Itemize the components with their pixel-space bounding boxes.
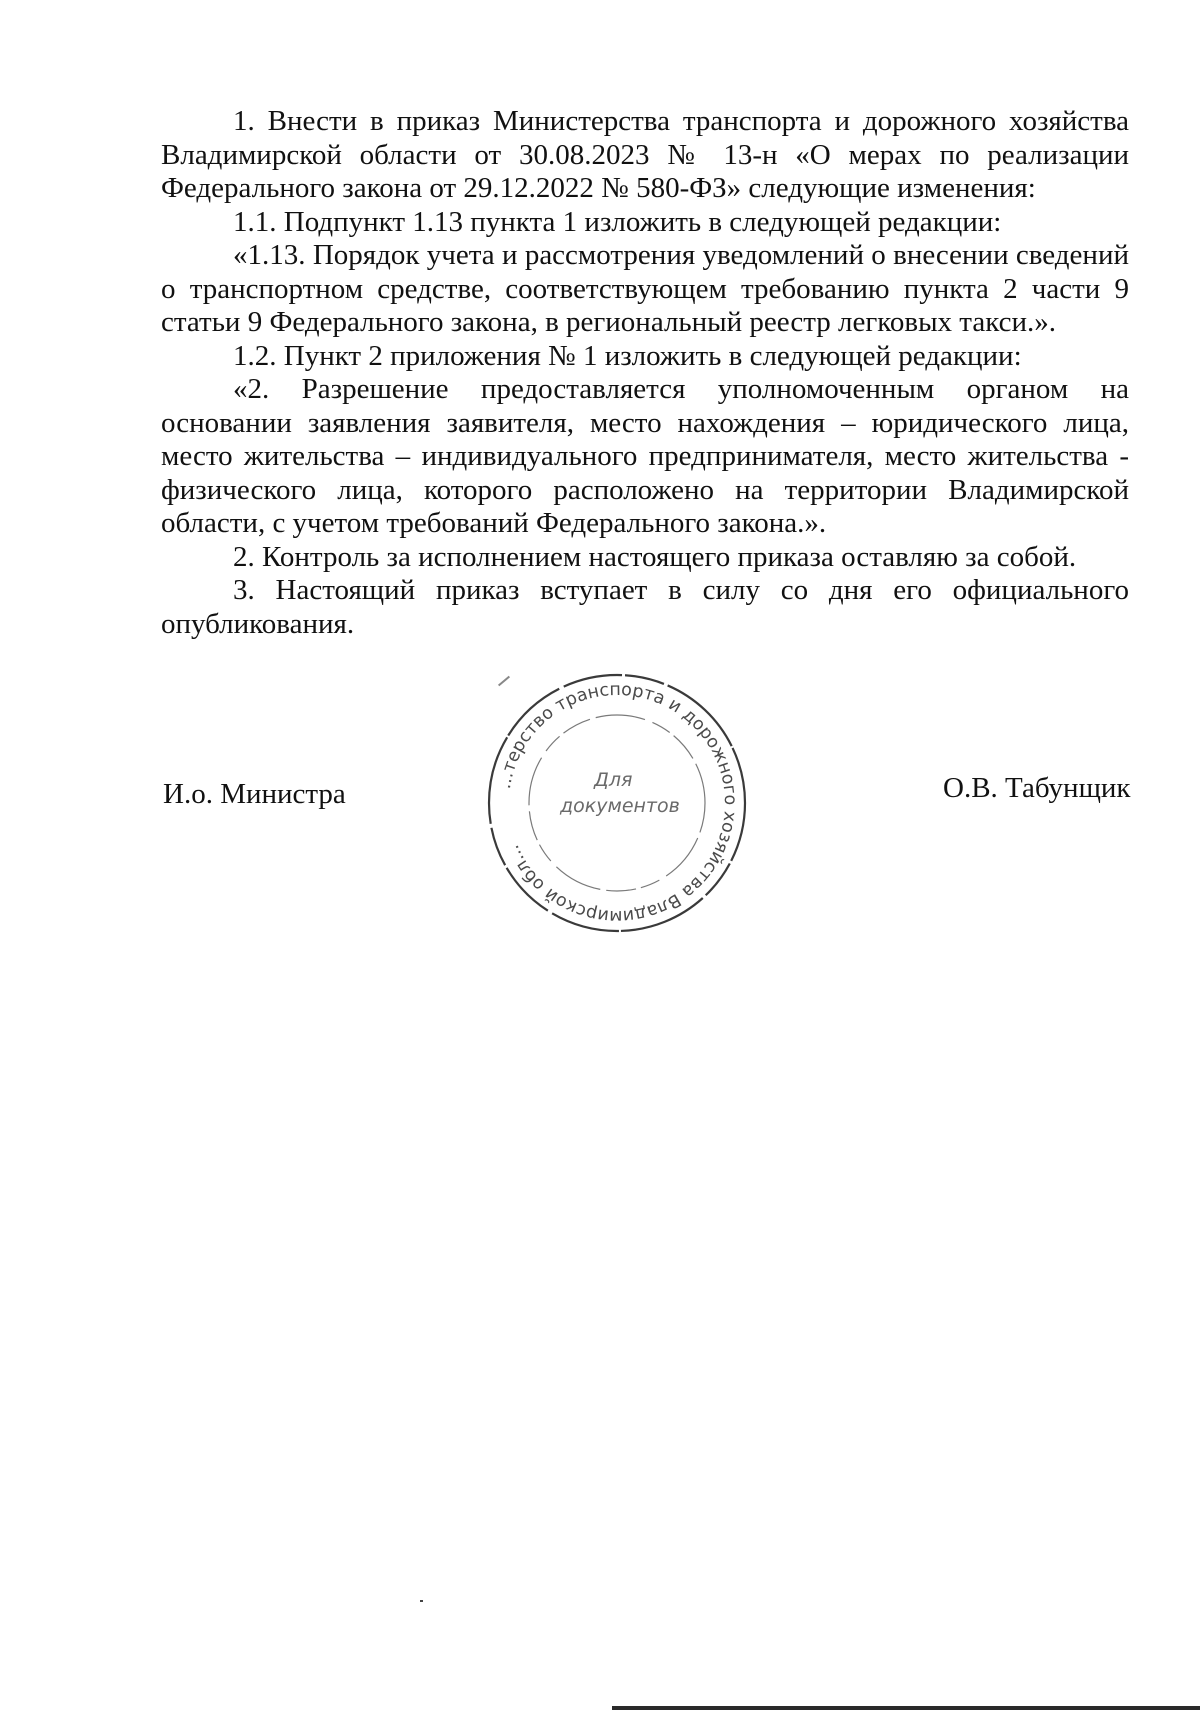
signatory-name: О.В. Табунщик xyxy=(943,772,1131,804)
seal-ring-text: ...терство транспорта и дорожного хозяйства Владимирской обл... xyxy=(494,679,741,927)
paragraph-2-text: «2. Разрешение предоставляется уполномоченным органом на основании заявления заявителя, место нахождения – юридического лица, место жительства – индивидуального предпринимателя, место жительства - физического лица, которого расположено на территории Владимирской области, с учетом требований Федерального закона.». xyxy=(161,373,1129,539)
scan-speck xyxy=(420,1600,423,1602)
signatory-position: И.о. Министра xyxy=(163,778,346,810)
seal-center-line-1: Для xyxy=(594,769,633,791)
paragraph-1: 1. Внести в приказ Министерства транспорта и дорожного хозяйства Владимирской области от 30.08.2023 № 13-н «О мерах по реализации Федерального закона от 29.12.2022 № 580-ФЗ» следующие изменения: xyxy=(161,105,1129,204)
paragraph-1-13-text: «1.13. Порядок учета и рассмотрения уведомлений о внесении сведений о транспортном средстве, соответствующем требованию пункта 2 части 9 статьи 9 Федерального закона, в региональный реестр легковых такси.». xyxy=(161,239,1129,338)
scan-edge-line xyxy=(612,1706,1200,1710)
official-seal-stamp xyxy=(482,668,752,938)
paragraph-3: 3. Настоящий приказ вступает в силу со дня его официального опубликования. xyxy=(161,574,1129,640)
seal-icon xyxy=(482,668,752,938)
paragraph-1-2: 1.2. Пункт 2 приложения № 1 изложить в следующей редакции: xyxy=(233,339,1022,372)
seal-center-line-2: документов xyxy=(560,795,680,817)
paragraph-1-1: 1.1. Подпункт 1.13 пункта 1 изложить в следующей редакции: xyxy=(233,205,1002,238)
document-body xyxy=(161,105,1129,641)
paragraph-2: 2. Контроль за исполнением настоящего приказа оставляю за собой. xyxy=(233,540,1077,573)
